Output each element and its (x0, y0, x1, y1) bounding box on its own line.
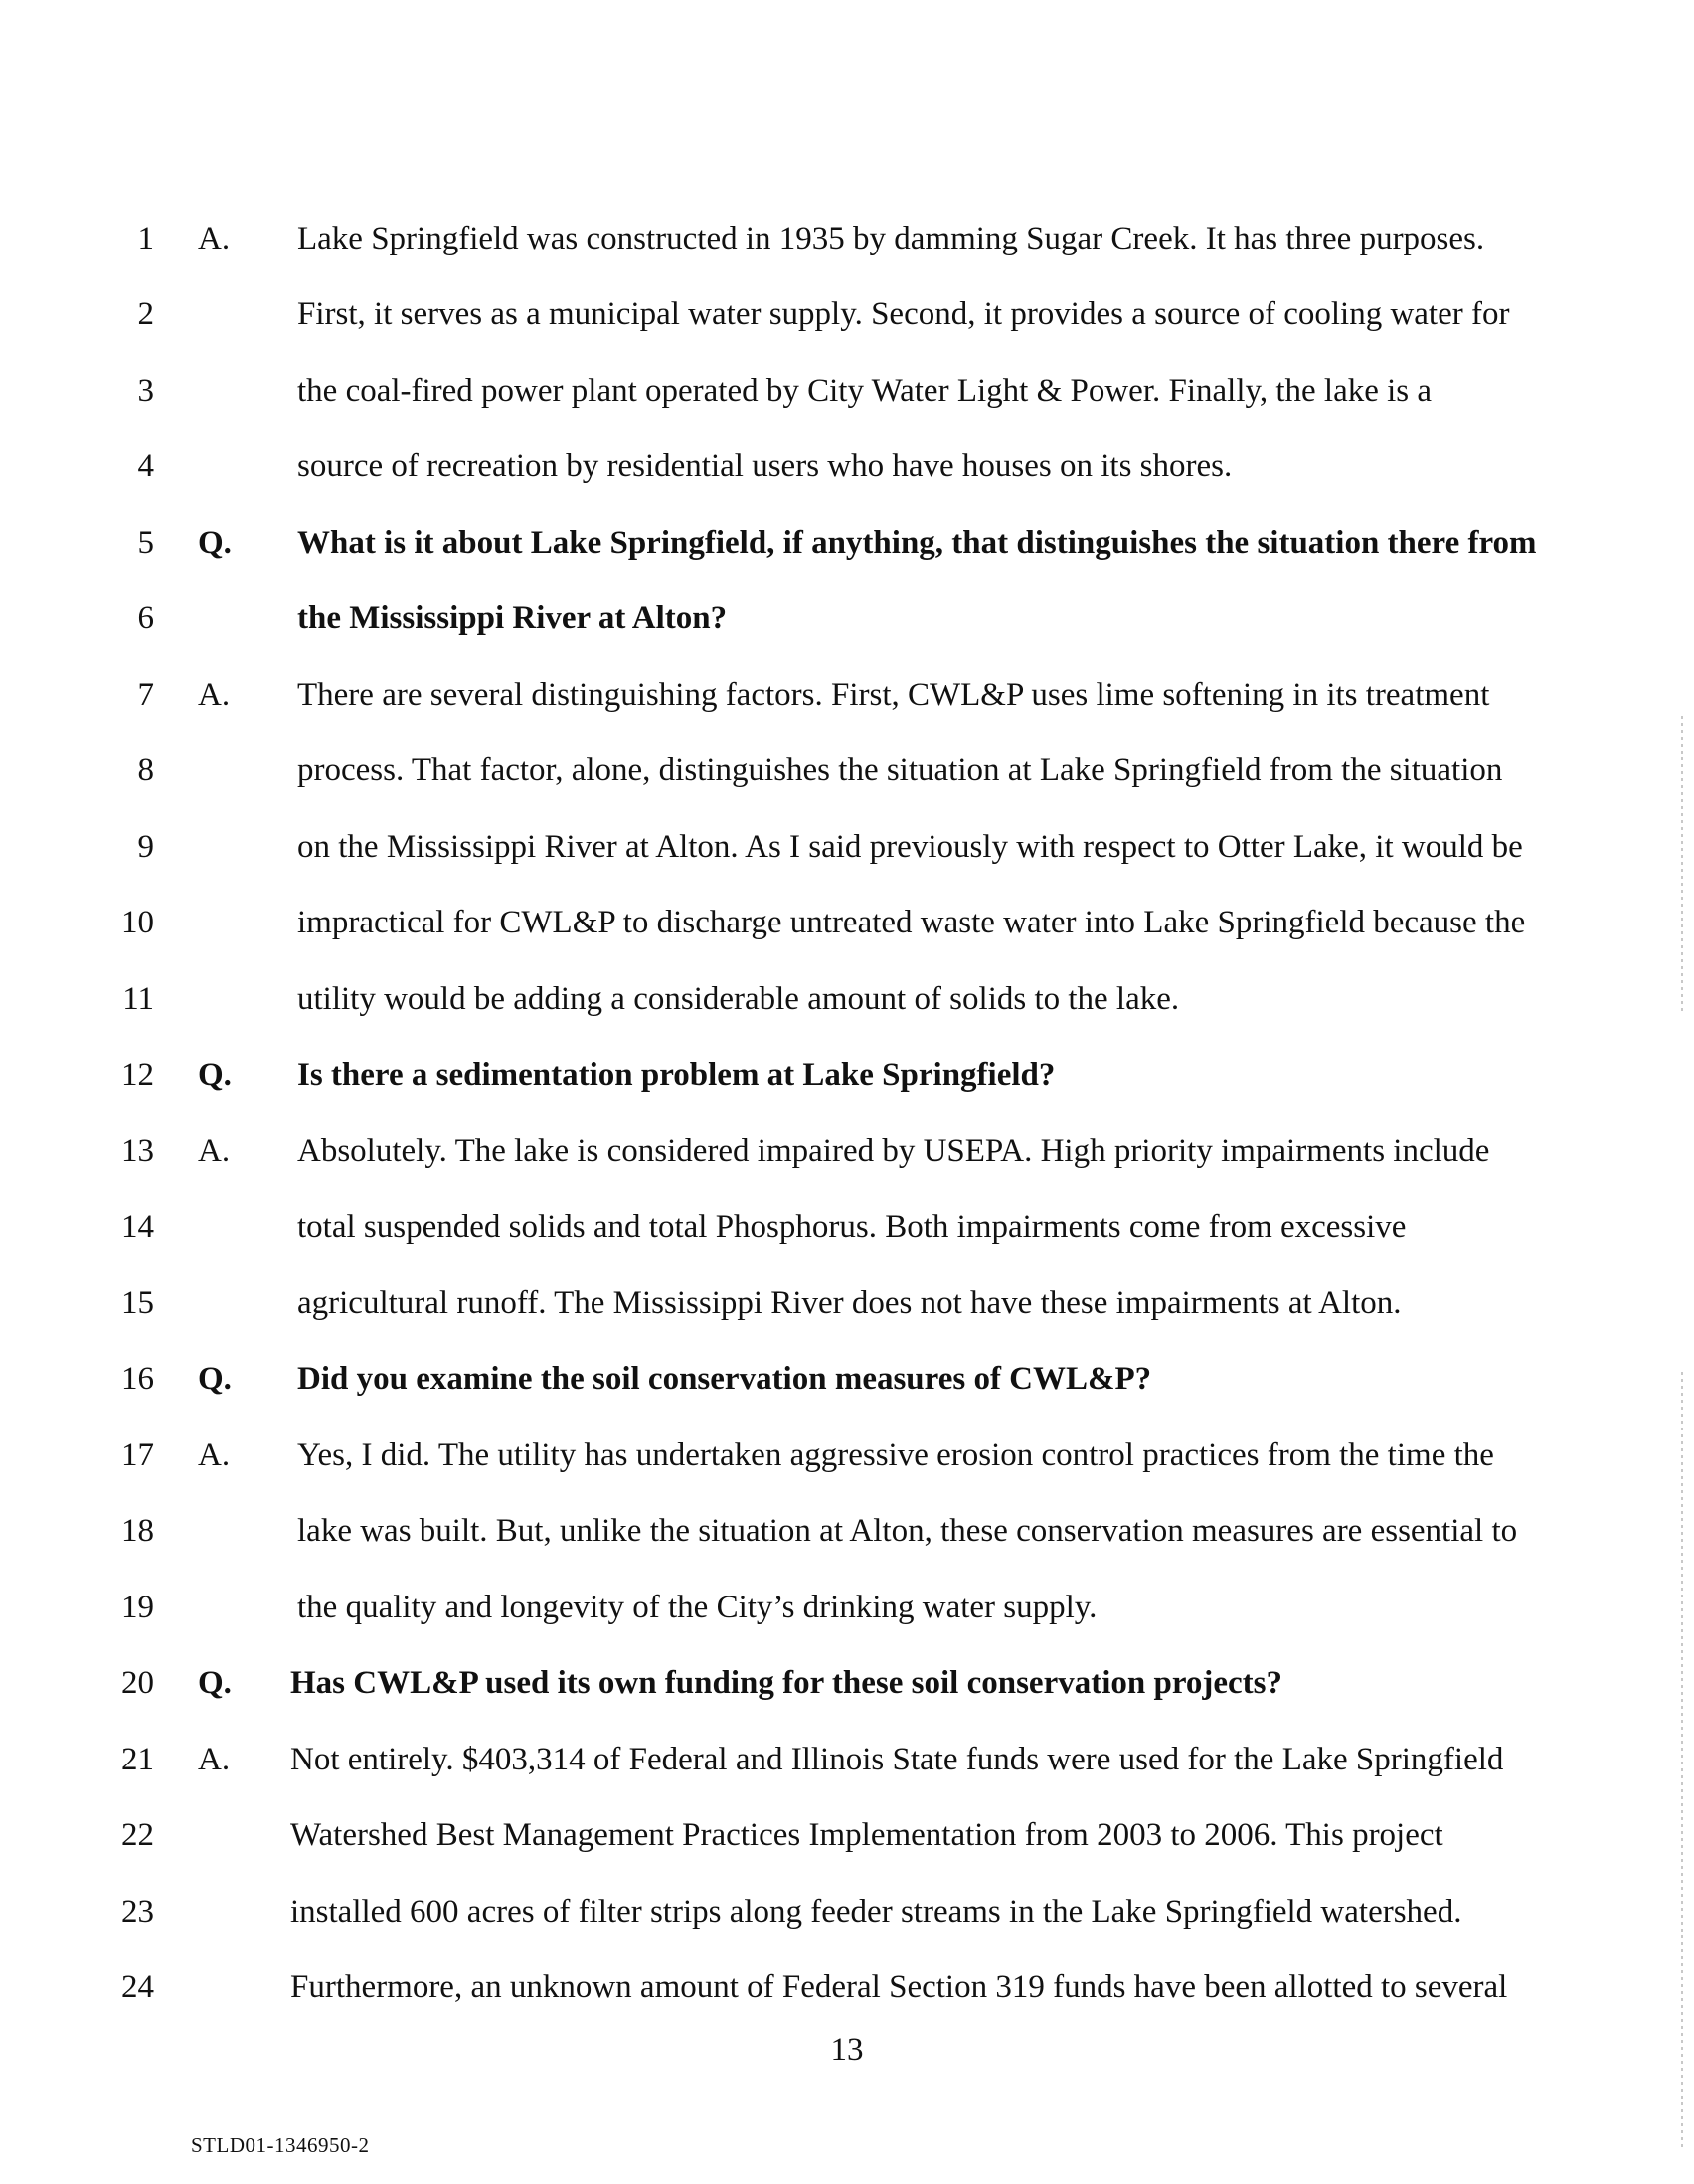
line-7 (0, 665, 1694, 725)
line-text: total suspended solids and total Phosphorus. Both impairments come from excessive (297, 1209, 1407, 1245)
line-11 (0, 969, 1694, 1029)
line-text: Not entirely. $403,314 of Federal and Illinois State funds were used for the Lake Springfield (290, 1742, 1504, 1777)
speaker-label: Q. (198, 525, 232, 561)
line-text: Absolutely. The lake is considered impaired by USEPA. High priority impairments include (297, 1133, 1490, 1169)
line-9 (0, 817, 1694, 877)
line-10 (0, 893, 1694, 952)
line-number: 23 (121, 1894, 154, 1930)
line-number: 18 (121, 1513, 154, 1549)
line-text: the coal-fired power plant operated by City Water Light & Power. Finally, the lake is a (297, 373, 1433, 409)
line-text: Watershed Best Management Practices Implementation from 2003 to 2006. This project (290, 1817, 1443, 1853)
speaker-label: Q. (198, 1665, 232, 1701)
line-17 (0, 1426, 1694, 1485)
line-number: 5 (137, 525, 154, 561)
line-number: 3 (137, 373, 154, 409)
line-8 (0, 741, 1694, 800)
line-2 (0, 284, 1694, 344)
line-number: 16 (121, 1361, 154, 1397)
line-20 (0, 1653, 1694, 1713)
line-number: 21 (121, 1742, 154, 1777)
line-text: Furthermore, an unknown amount of Federal Section 319 funds have been allotted to several (290, 1969, 1508, 2005)
line-15 (0, 1273, 1694, 1333)
question-text: Is there a sedimentation problem at Lake Springfield? (297, 1057, 1056, 1092)
line-13 (0, 1121, 1694, 1181)
line-text: There are several distinguishing factors. First, CWL&P uses lime softening in its treatment (297, 677, 1490, 713)
line-number: 13 (121, 1133, 154, 1169)
scan-edge-mark (1681, 716, 1683, 1014)
line-24 (0, 1957, 1694, 2017)
line-text: utility would be adding a considerable amount of solids to the lake. (297, 981, 1180, 1017)
line-text: process. That factor, alone, distinguishes the situation at Lake Springfield from the situation (297, 753, 1503, 788)
line-number: 17 (121, 1437, 154, 1473)
line-number: 20 (121, 1665, 154, 1701)
speaker-label: A. (198, 1437, 231, 1473)
line-6 (0, 588, 1694, 648)
document-id: STLD01-1346950-2 (191, 2133, 370, 2157)
line-number: 12 (121, 1057, 154, 1092)
line-text: agricultural runoff. The Mississippi River does not have these impairments at Alton. (297, 1285, 1402, 1321)
line-number: 15 (121, 1285, 154, 1321)
scan-edge-mark (1681, 1372, 1683, 2147)
line-number: 10 (121, 905, 154, 940)
line-number: 14 (121, 1209, 154, 1245)
speaker-label: A. (198, 1742, 231, 1777)
line-23 (0, 1882, 1694, 1941)
line-text: on the Mississippi River at Alton. As I said previously with respect to Otter Lake, it would be (297, 829, 1523, 865)
line-1 (0, 209, 1694, 268)
line-text: Lake Springfield was constructed in 1935 by damming Sugar Creek. It has three purposes. (297, 221, 1485, 256)
line-number: 6 (137, 600, 154, 636)
line-18 (0, 1501, 1694, 1561)
line-12 (0, 1045, 1694, 1104)
line-text: lake was built. But, unlike the situation at Alton, these conservation measures are essential to (297, 1513, 1518, 1549)
question-text: What is it about Lake Springfield, if anything, that distinguishes the situation there from (297, 525, 1537, 561)
line-number: 19 (121, 1590, 154, 1625)
page-number: 13 (830, 2032, 864, 2068)
line-number: 2 (137, 296, 154, 332)
line-16 (0, 1349, 1694, 1409)
line-3 (0, 361, 1694, 420)
line-19 (0, 1578, 1694, 1637)
speaker-label: Q. (198, 1361, 232, 1397)
question-text: the Mississippi River at Alton? (297, 600, 728, 636)
line-number: 1 (137, 221, 154, 256)
speaker-label: A. (198, 677, 231, 713)
line-number: 11 (122, 981, 154, 1017)
line-text: Yes, I did. The utility has undertaken aggressive erosion control practices from the time the (297, 1437, 1494, 1473)
line-number: 7 (137, 677, 154, 713)
speaker-label: A. (198, 1133, 231, 1169)
line-text: source of recreation by residential users who have houses on its shores. (297, 448, 1233, 484)
line-text: impractical for CWL&P to discharge untreated waste water into Lake Springfield because the (297, 905, 1526, 940)
line-21 (0, 1730, 1694, 1789)
line-4 (0, 436, 1694, 496)
question-text: Has CWL&P used its own funding for these soil conservation projects? (290, 1665, 1282, 1701)
speaker-label: Q. (198, 1057, 232, 1092)
line-number: 22 (121, 1817, 154, 1853)
line-number: 9 (137, 829, 154, 865)
line-text: the quality and longevity of the City’s drinking water supply. (297, 1590, 1098, 1625)
line-5 (0, 513, 1694, 573)
line-22 (0, 1805, 1694, 1865)
line-14 (0, 1197, 1694, 1257)
line-text: installed 600 acres of filter strips along feeder streams in the Lake Springfield watershed. (290, 1894, 1462, 1930)
line-text: First, it serves as a municipal water supply. Second, it provides a source of cooling water for (297, 296, 1510, 332)
line-number: 4 (137, 448, 154, 484)
question-text: Did you examine the soil conservation measures of CWL&P? (297, 1361, 1152, 1397)
speaker-label: A. (198, 221, 231, 256)
line-number: 24 (121, 1969, 154, 2005)
line-number: 8 (137, 753, 154, 788)
